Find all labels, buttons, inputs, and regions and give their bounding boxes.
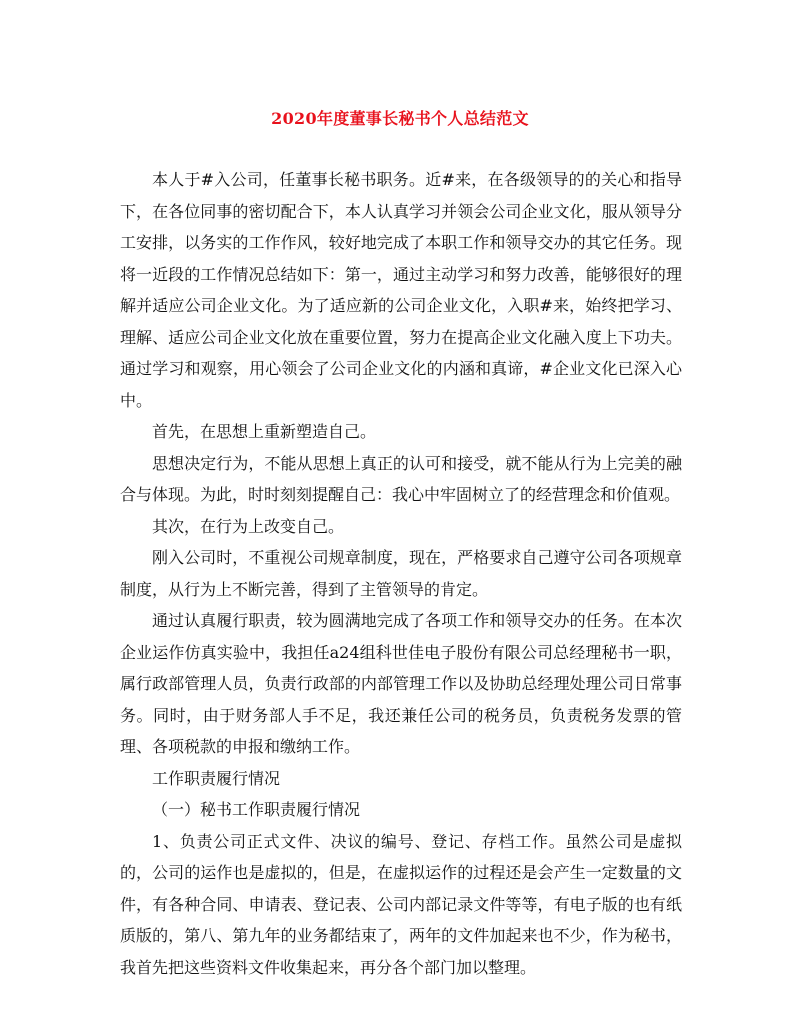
paragraph-behavior: 刚入公司时，不重视公司规章制度，现在，严格要求自己遵守公司各项规章制度，从行为上不断完善，得到了主管领导的肯定。 [120,548,682,599]
paragraph-duties: 通过认真履行职责，较为圆满地完成了各项工作和领导交办的任务。在本次企业运作仿真实验中，我担任a24组科世佳电子股份有限公司总经理秘书一职，属行政部管理人员，负责行政部的内部管理工作以及协助总经理处理公司日常事务。同时，由于财务部人手不足，我还兼任公司的税务员，负责税务发票的管理、各项税款的申报和缴纳工作。 [120,611,682,756]
paragraph-thought: 思想决定行为，不能从思想上真正的认可和接受，就不能从行为上完美的融合与体现。为此，时时刻刻提醒自己：我心中牢固树立了的经营理念和价值观。 [120,453,682,504]
paragraph-item-1: 1、负责公司正式文件、决议的编号、登记、存档工作。虽然公司是虚拟的，公司的运作也是虚拟的，但是，在虚拟运作的过程还是会产生一定数量的文件，有各种合同、申请表、登记表、公司内部记录文件等等，有电子版的也有纸质版的，第八、第九年的业务都结束了，两年的文件加起来也不少，作为秘书，我首先把这些资料文件收集起来，再分各个部门加以整理。 [120,831,682,977]
document-body [120,164,682,983]
section-heading: 工作职责履行情况 [152,768,281,788]
paragraph-first-point: 首先，在思想上重新塑造自己。 [152,422,377,441]
paragraph-second-point: 其次，在行为上改变自己。 [152,516,345,536]
paragraph-intro: 本人于#入公司，任董事长秘书职务。近#来，在各级领导的的关心和指导下，在各位同事的密切配合下，本人认真学习并领会公司企业文化，服从领导分工安排，以务实的工作作风，较好地完成了本职工作和领导交办的其它任务。现将一近段的工作情况总结如下：第一，通过主动学习和努力改善，能够很好的理解并适应公司企业文化。为了适应新的公司企业文化，入职#来，始终把学习、理解、适应公司企业文化放在重要位置，努力在提高企业文化融入度上下功夫。通过学习和观察，用心领会了公司企业文化的内涵和真谛，#企业文化已深入心中。 [120,170,682,410]
document-title: 2020年度董事长秘书个人总结范文 [271,109,529,128]
subsection-heading: （一）秘书工作职责履行情况 [152,800,361,819]
